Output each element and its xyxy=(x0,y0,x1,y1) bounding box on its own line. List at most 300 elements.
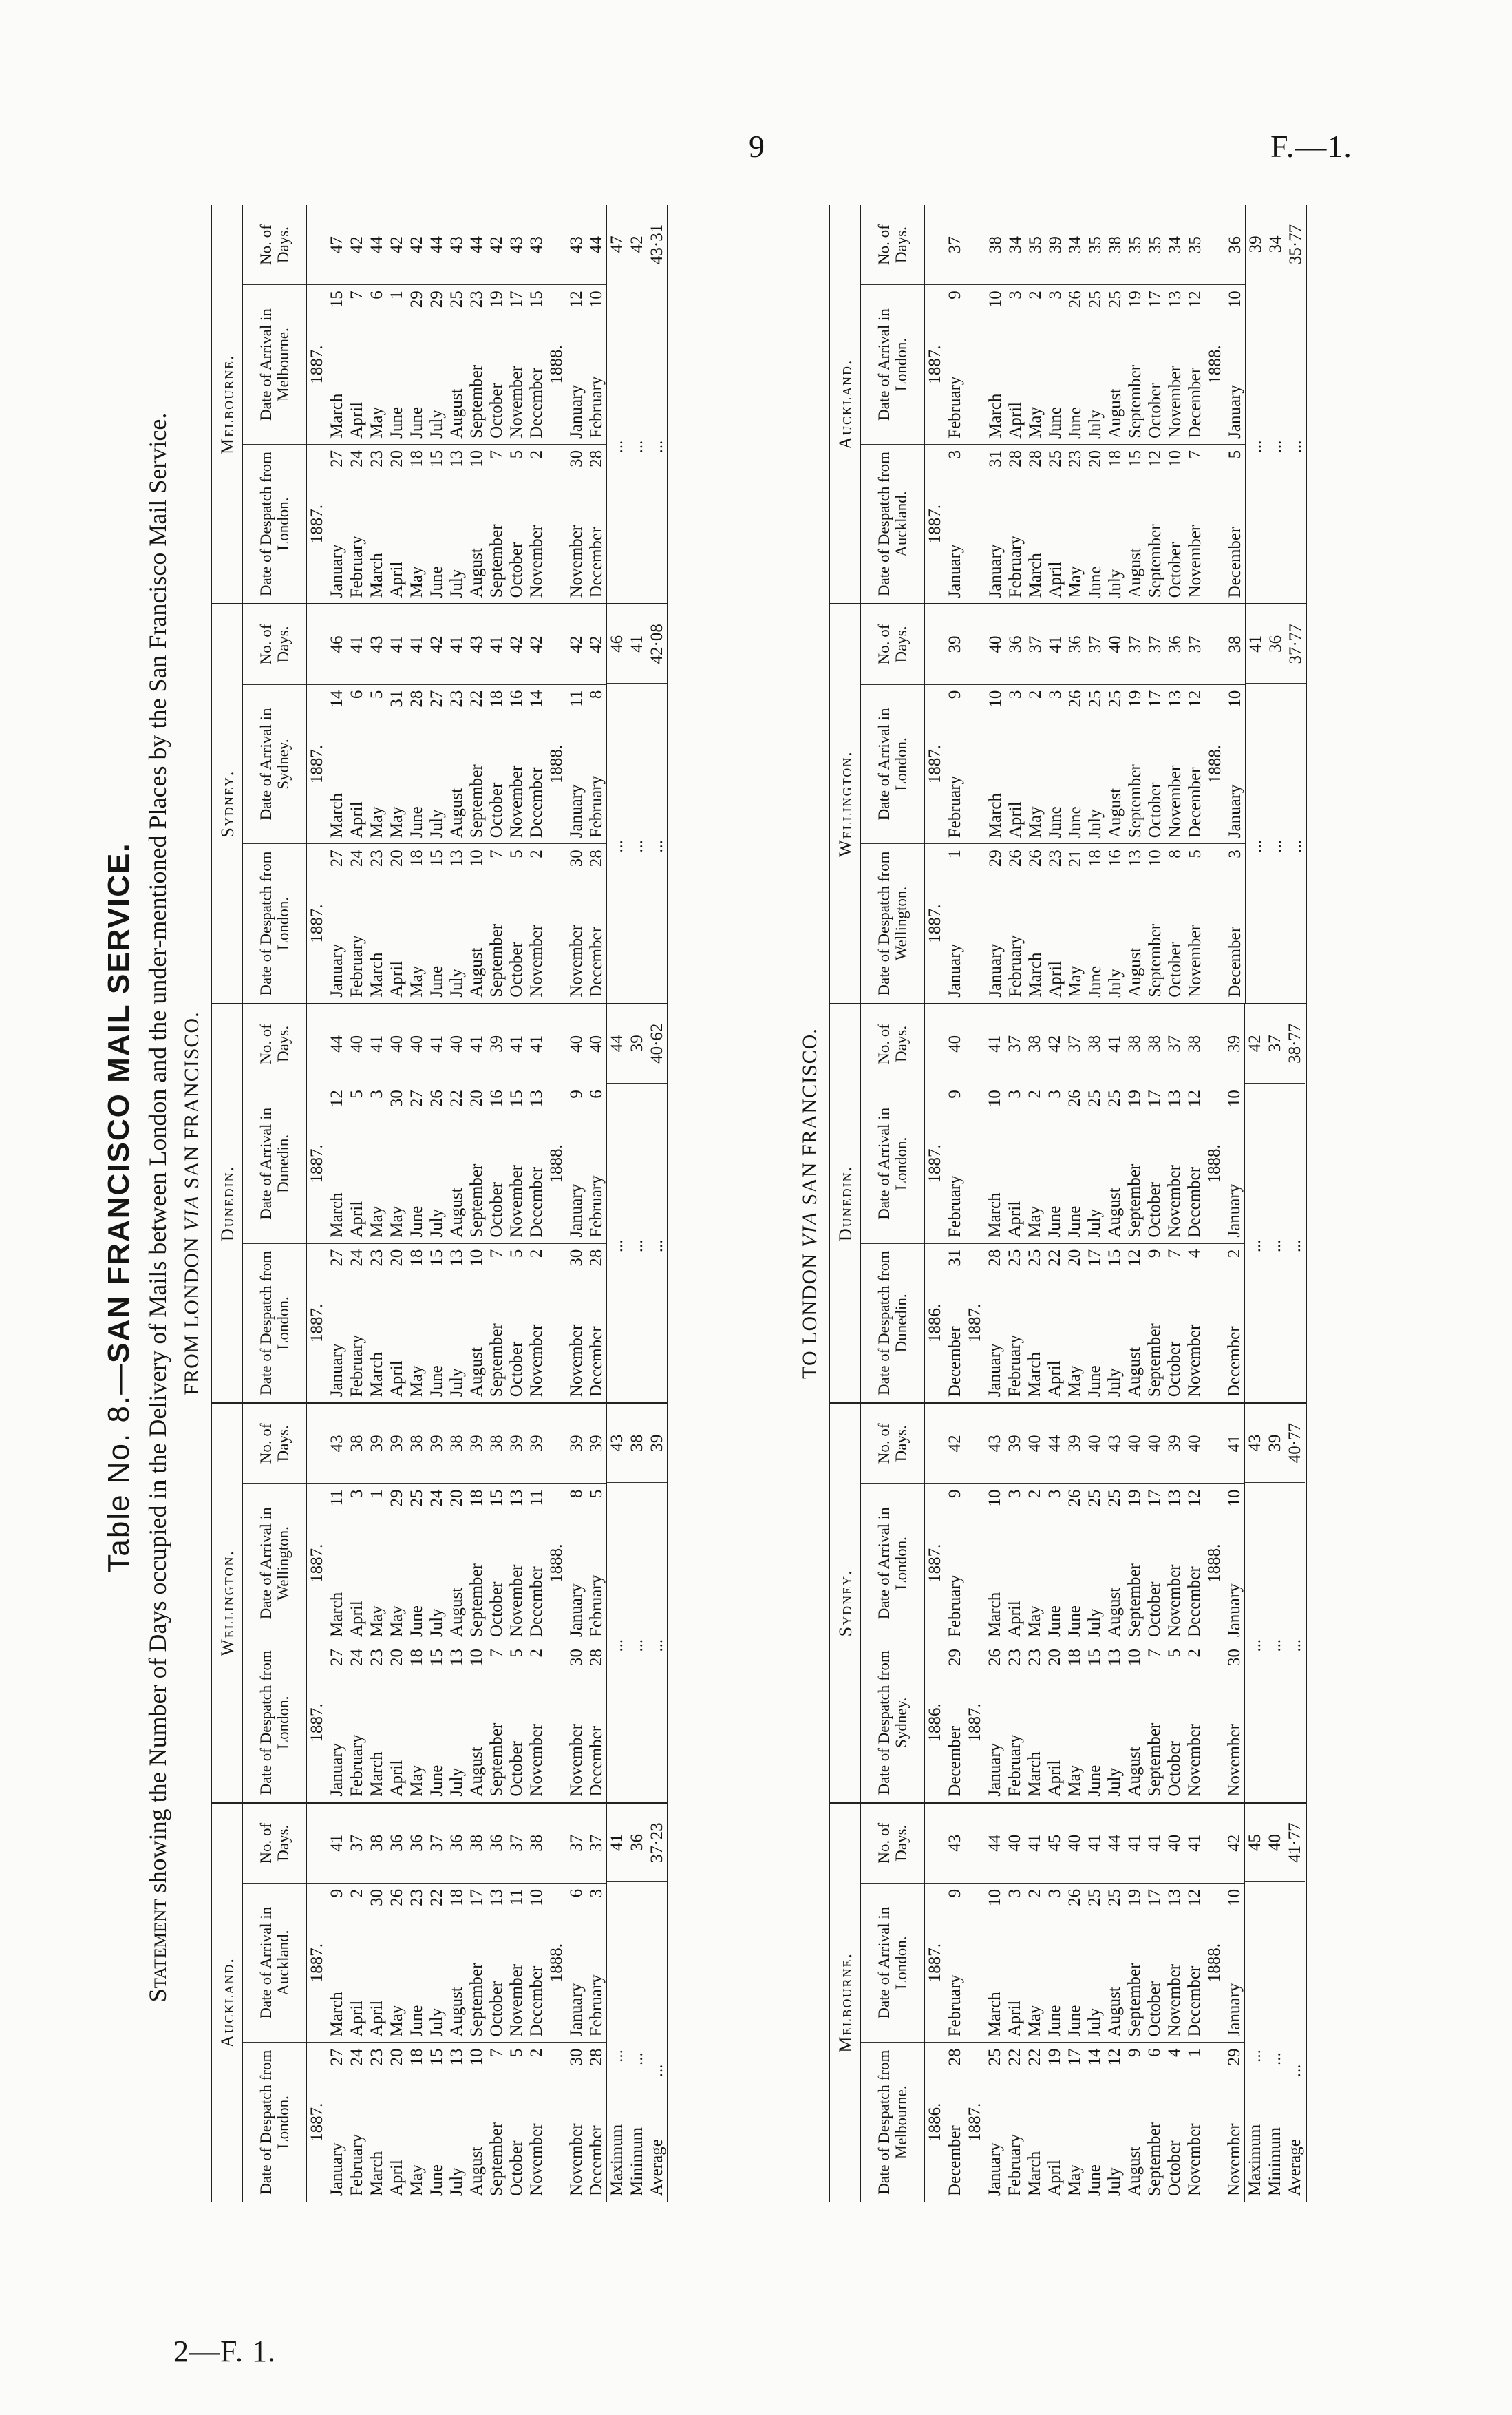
day: 19 xyxy=(1125,1090,1144,1108)
summary-dots: ... xyxy=(628,1239,646,1253)
day: 9 xyxy=(1125,2048,1144,2057)
table-row xyxy=(1144,1004,1164,1402)
month: March xyxy=(986,792,1005,839)
month: July xyxy=(1085,2007,1104,2037)
days-blank xyxy=(307,1404,327,1484)
caption-post: SAN FRANCISCO. xyxy=(180,1011,203,1195)
day: 13 xyxy=(447,850,466,867)
day: 27 xyxy=(328,2048,346,2066)
day: 29 xyxy=(946,1649,964,1667)
day: 13 xyxy=(447,1649,466,1667)
table-row xyxy=(427,1004,447,1402)
month: February xyxy=(348,935,366,998)
days-count: 38 xyxy=(407,1404,427,1484)
month: September xyxy=(1126,364,1144,439)
month: January xyxy=(1226,385,1244,439)
month: March xyxy=(986,1992,1004,2037)
table-row xyxy=(427,1804,447,2202)
year-row xyxy=(307,1404,327,1802)
days-count: 38 xyxy=(1085,1004,1105,1084)
days-blank xyxy=(965,1404,985,1484)
table-row xyxy=(347,604,367,1002)
arrival-date xyxy=(1145,685,1165,845)
days-blank xyxy=(925,205,945,285)
data-rows xyxy=(307,604,606,1002)
table-row xyxy=(1065,1004,1085,1402)
month: March xyxy=(986,1592,1004,1638)
month: April xyxy=(368,2000,386,2037)
days-count: 35 xyxy=(1025,205,1045,285)
month: September xyxy=(1145,2122,1164,2196)
month: July xyxy=(1085,1608,1104,1638)
arrival-column-header: Date of Arrival in Sydney. xyxy=(243,685,306,845)
month: May xyxy=(407,566,426,598)
table-row xyxy=(945,1404,965,1802)
summary-dots: ... xyxy=(1286,1239,1304,1253)
despatch-date xyxy=(986,445,1005,604)
despatch-date xyxy=(945,2043,965,2202)
arrival-date xyxy=(487,1484,507,1643)
arrival-date xyxy=(387,285,407,445)
arrival-column-header: Date of Arrival in London. xyxy=(861,685,924,845)
despatch-column-header: Date of Despatch from London. xyxy=(257,1650,292,1795)
despatch-date xyxy=(986,844,1005,1003)
table-row xyxy=(1045,1804,1065,2202)
despatch-date xyxy=(985,1244,1005,1403)
despatch-date xyxy=(566,1643,586,1802)
summary-dots: ... xyxy=(628,840,646,853)
days-blank xyxy=(1204,1804,1224,1884)
day: 12 xyxy=(567,291,586,308)
month: February xyxy=(348,1734,366,1797)
days-blank xyxy=(925,604,945,684)
table-row xyxy=(507,1804,526,2202)
summary-minimum xyxy=(627,604,647,1002)
day: 2 xyxy=(1025,1090,1044,1099)
day: 23 xyxy=(1025,1649,1044,1667)
despatch-date xyxy=(1005,445,1025,604)
day: 13 xyxy=(1105,1649,1124,1667)
days-count: 41 xyxy=(1144,1804,1164,1884)
summary-value: 45 xyxy=(1245,1804,1265,1883)
despatch-date xyxy=(945,1244,965,1403)
day: 10 xyxy=(467,850,486,867)
month: January xyxy=(1225,1183,1244,1238)
arrival-date xyxy=(986,285,1005,445)
month: August xyxy=(1125,2146,1144,2196)
day: 10 xyxy=(467,2048,486,2066)
arrival-year: 1887. xyxy=(925,1084,945,1244)
table-row xyxy=(1125,1004,1144,1402)
despatch-date xyxy=(1065,2043,1085,2202)
summary-label xyxy=(607,684,627,1003)
despatch-date xyxy=(387,844,407,1003)
despatch-date xyxy=(1164,1643,1184,1802)
despatch-date xyxy=(1145,445,1165,604)
day: 18 xyxy=(467,1489,486,1507)
month: November xyxy=(1185,1324,1204,1398)
despatch-date xyxy=(407,1244,427,1403)
summary-maximum xyxy=(1245,1804,1265,2202)
summary-maximum xyxy=(1246,205,1266,603)
arrival-date xyxy=(1005,285,1025,445)
day: 18 xyxy=(1106,450,1125,467)
month: January xyxy=(567,385,586,439)
despatch-year xyxy=(1204,1643,1224,1802)
month: October xyxy=(1166,542,1184,598)
arrival-date xyxy=(1045,1084,1065,1244)
table-row xyxy=(387,1404,407,1802)
month: May xyxy=(1066,965,1085,998)
despatch-date xyxy=(447,2043,467,2202)
day: 6 xyxy=(348,690,366,699)
destination-name: Dunedin. xyxy=(212,1004,243,1402)
year-row xyxy=(1205,604,1225,1002)
blank xyxy=(965,844,986,1003)
day: 7 xyxy=(487,2048,506,2057)
year-row xyxy=(307,604,327,1002)
year-row xyxy=(307,1004,327,1402)
summary-value: 40 xyxy=(1265,1804,1285,1883)
month: August xyxy=(467,548,486,598)
month: June xyxy=(1066,406,1085,439)
statement-word: Statement xyxy=(144,1899,171,2003)
day: 30 xyxy=(567,450,586,467)
day: 10 xyxy=(1226,690,1244,708)
table-row xyxy=(367,1004,387,1402)
arrival-date xyxy=(1165,685,1185,845)
despatch-column-header: Date of Despatch from London. xyxy=(257,851,292,996)
summary-value: 43·31 xyxy=(647,205,667,284)
arrival-date xyxy=(1005,1484,1025,1643)
day: 10 xyxy=(1225,1888,1244,1906)
despatch-date xyxy=(387,445,407,604)
day: 23 xyxy=(407,1888,426,1906)
days-count: 40 xyxy=(945,1004,965,1084)
summary-value: 43 xyxy=(1245,1404,1265,1483)
despatch-date xyxy=(1105,445,1125,604)
month: December xyxy=(527,1965,546,2037)
day: 28 xyxy=(1026,450,1045,467)
days-count: 41 xyxy=(1184,1804,1204,1884)
days-count: 42 xyxy=(427,604,447,684)
day: 2 xyxy=(1025,1888,1044,1898)
month: November xyxy=(1225,1724,1244,1797)
table-row xyxy=(387,604,407,1002)
despatch-date xyxy=(566,445,586,604)
month: June xyxy=(407,406,426,439)
day: 10 xyxy=(1146,850,1164,867)
arrival-date xyxy=(487,1084,507,1244)
month: September xyxy=(467,1163,486,1238)
despatch-date xyxy=(1225,844,1245,1003)
day: 12 xyxy=(1186,690,1204,708)
despatch-date xyxy=(427,1244,447,1403)
days-count: 38 xyxy=(1225,604,1245,684)
month: October xyxy=(507,1741,526,1797)
day: 12 xyxy=(1186,291,1204,308)
day: 3 xyxy=(1046,291,1065,299)
day: 13 xyxy=(507,1489,526,1507)
arrival-date xyxy=(1105,1084,1125,1244)
arrival-date xyxy=(1085,1484,1105,1643)
month: December xyxy=(946,1326,964,1398)
day: 15 xyxy=(1105,1249,1124,1267)
month: December xyxy=(1226,527,1244,598)
day: 25 xyxy=(1086,690,1105,708)
day: 25 xyxy=(1105,1888,1124,1906)
table-row xyxy=(1085,1004,1105,1402)
arrival-column-header: Date of Arrival in London. xyxy=(861,1884,924,2043)
day: 22 xyxy=(447,1090,466,1108)
month: July xyxy=(1106,969,1125,998)
day: 13 xyxy=(447,450,466,467)
summary-minimum xyxy=(627,1004,647,1402)
days-count: 43 xyxy=(447,205,467,285)
summary-dots: ... xyxy=(1246,1638,1264,1652)
day: 24 xyxy=(427,1489,446,1507)
arrival-date xyxy=(467,285,487,445)
arrival-date xyxy=(1025,1884,1045,2043)
arrival-date xyxy=(945,685,965,845)
summary-average xyxy=(1285,1804,1305,2202)
arrival-date xyxy=(526,1084,546,1244)
arrival-date xyxy=(327,1884,347,2043)
arrival-date xyxy=(1125,685,1145,845)
summary-label xyxy=(1245,1084,1265,1403)
day: 3 xyxy=(1046,690,1065,699)
day: 30 xyxy=(387,1090,406,1108)
summary-label xyxy=(1245,1483,1265,1802)
day: 8 xyxy=(1166,850,1184,858)
days-count: 44 xyxy=(367,205,387,285)
arrival-date xyxy=(367,1484,387,1643)
day: 9 xyxy=(328,1888,346,1898)
day: 10 xyxy=(467,1249,486,1267)
day: 28 xyxy=(587,450,606,467)
arrival-year: 1887. xyxy=(925,685,945,845)
day: 2 xyxy=(1026,690,1045,699)
day: 24 xyxy=(348,2048,366,2066)
days-column-header: No. of Days. xyxy=(861,205,924,285)
despatch-date xyxy=(1085,1643,1105,1802)
day: 25 xyxy=(1106,690,1125,708)
arrival-date xyxy=(407,1084,427,1244)
month: October xyxy=(1145,1981,1164,2037)
year-row xyxy=(546,1004,566,1402)
month: November xyxy=(527,925,546,998)
day: 3 xyxy=(1006,291,1025,299)
despatch-year xyxy=(546,1244,566,1403)
despatch-column-header: Date of Despatch from London. xyxy=(257,452,292,597)
day: 20 xyxy=(387,1249,406,1267)
arrival-column-header: Date of Arrival in London. xyxy=(861,1484,924,1643)
day: 20 xyxy=(467,1090,486,1108)
arrival-date xyxy=(586,685,606,845)
month: December xyxy=(946,1725,964,1797)
month: May xyxy=(1025,1605,1044,1638)
summary-label xyxy=(627,1483,647,1802)
days-count: 38 xyxy=(526,1804,546,1884)
table-row xyxy=(427,205,447,603)
days-blank xyxy=(546,604,566,684)
month: October xyxy=(487,782,506,839)
days-count: 38 xyxy=(447,1404,467,1484)
day: 5 xyxy=(587,1489,606,1498)
days-count: 37 xyxy=(1125,604,1145,684)
summary-value: 37·77 xyxy=(1286,604,1306,684)
year-row xyxy=(1204,1404,1224,1802)
table-row xyxy=(1045,1004,1065,1402)
summary-rows xyxy=(1245,205,1306,603)
despatch-date xyxy=(1025,844,1045,1003)
table-row xyxy=(1005,1004,1025,1402)
day: 27 xyxy=(328,1649,346,1667)
summary-label-text: Maximum xyxy=(1246,2124,1264,2196)
arrival-date xyxy=(1085,285,1105,445)
despatch-date xyxy=(985,2043,1005,2202)
day: 22 xyxy=(1025,2048,1044,2066)
despatch-date xyxy=(507,445,526,604)
despatch-date xyxy=(566,2043,586,2202)
summary-dots: ... xyxy=(1266,1638,1284,1652)
day: 9 xyxy=(946,1090,964,1099)
days-count: 39 xyxy=(367,1404,387,1484)
month: July xyxy=(1105,1368,1124,1398)
day: 8 xyxy=(587,690,606,699)
day: 19 xyxy=(1125,1489,1144,1507)
month: June xyxy=(427,965,446,998)
table-row xyxy=(407,1804,427,2202)
days-count: 42 xyxy=(586,604,606,684)
table-row xyxy=(1184,1004,1204,1402)
page-footer-signature: 2—F. 1. xyxy=(173,2334,276,2368)
summary-rows xyxy=(606,205,667,603)
arrival-date xyxy=(407,1484,427,1643)
summary-dots: ... xyxy=(648,2064,666,2078)
month: March xyxy=(368,1751,386,1797)
summary-maximum xyxy=(1245,1404,1265,1802)
days-count: 37 xyxy=(1065,1004,1085,1084)
arrival-date xyxy=(347,1884,367,2043)
despatch-date xyxy=(1085,2043,1105,2202)
month: December xyxy=(527,368,546,439)
month: March xyxy=(1025,1751,1044,1797)
month: September xyxy=(487,1722,506,1797)
month: November xyxy=(1166,366,1184,439)
arrival-date xyxy=(1065,1484,1085,1643)
day: 9 xyxy=(1145,1249,1164,1258)
summary-average xyxy=(647,604,667,1002)
month: August xyxy=(1126,548,1144,598)
data-rows xyxy=(925,1404,1244,1802)
table-row xyxy=(367,1804,387,2202)
days-count: 41 xyxy=(487,604,507,684)
despatch-date xyxy=(526,2043,546,2202)
origin-name: Dunedin. xyxy=(830,1004,861,1402)
days-blank xyxy=(1205,205,1225,285)
day: 24 xyxy=(348,850,366,867)
day: 12 xyxy=(1185,1888,1204,1906)
day: 1 xyxy=(368,1489,386,1498)
summary-average xyxy=(1286,604,1306,1002)
table-row xyxy=(347,1004,367,1402)
arrival-date xyxy=(986,685,1005,845)
despatch-date xyxy=(347,445,367,604)
table-row xyxy=(526,1404,546,1802)
year-row xyxy=(925,205,945,603)
despatch-date xyxy=(985,1643,1005,1802)
day: 13 xyxy=(1126,850,1144,867)
days-count: 38 xyxy=(347,1404,367,1484)
month: June xyxy=(407,1205,426,1238)
table-row xyxy=(447,205,467,603)
day: 28 xyxy=(1006,450,1025,467)
arrival-year: 1888. xyxy=(546,685,566,845)
despatch-date xyxy=(526,1244,546,1403)
day: 3 xyxy=(348,1489,366,1498)
day: 5 xyxy=(507,850,526,858)
month: December xyxy=(1185,1965,1204,2037)
day: 13 xyxy=(1165,1090,1184,1108)
despatch-date xyxy=(1065,1643,1085,1802)
despatch-date xyxy=(1065,445,1085,604)
summary-label xyxy=(1265,1882,1285,2202)
spacer-row xyxy=(965,604,986,1002)
summary-label-text: Average xyxy=(648,2139,666,2196)
caption-pre: FROM LONDON xyxy=(180,1230,203,1395)
day: 30 xyxy=(567,2048,586,2066)
month: October xyxy=(1145,1182,1164,1238)
day: 5 xyxy=(1226,450,1244,459)
despatch-date xyxy=(1045,1244,1065,1403)
day: 19 xyxy=(1126,690,1144,708)
month: June xyxy=(427,1365,446,1398)
despatch-column-header: Date of Despatch from Auckland. xyxy=(875,452,910,597)
days-count: 40 xyxy=(1164,1804,1184,1884)
arrival-date xyxy=(1025,1484,1045,1643)
day: 25 xyxy=(1085,1090,1104,1108)
year-row xyxy=(307,1804,327,2202)
arrival-date xyxy=(507,285,526,445)
arrival-date xyxy=(387,1484,407,1643)
table-row xyxy=(945,1804,965,2202)
summary-dots: ... xyxy=(1286,440,1305,454)
summary-value: 41 xyxy=(607,1804,627,1883)
day: 18 xyxy=(407,2048,426,2066)
month: December xyxy=(587,1725,606,1797)
month: November xyxy=(527,2123,546,2196)
day: 12 xyxy=(1185,1090,1204,1108)
despatch-year: 1886. xyxy=(926,1703,944,1742)
summary-label-text: Maximum xyxy=(608,2124,626,2196)
days-column-header: No. of Days. xyxy=(243,1804,306,1884)
summary-value: 42 xyxy=(627,205,647,284)
summary-dots: ... xyxy=(608,2049,626,2063)
month: April xyxy=(348,1601,366,1638)
month: September xyxy=(487,524,506,598)
arrival-date xyxy=(1105,1484,1125,1643)
arrival-date xyxy=(367,685,387,845)
day: 3 xyxy=(1005,1888,1024,1898)
day: 21 xyxy=(1066,850,1085,867)
month: January xyxy=(986,2142,1004,2196)
summary-dots: ... xyxy=(608,440,626,454)
table-row xyxy=(327,205,347,603)
day: 2 xyxy=(527,1249,546,1258)
day: 20 xyxy=(387,2048,406,2066)
arrival-date xyxy=(347,1084,367,1244)
